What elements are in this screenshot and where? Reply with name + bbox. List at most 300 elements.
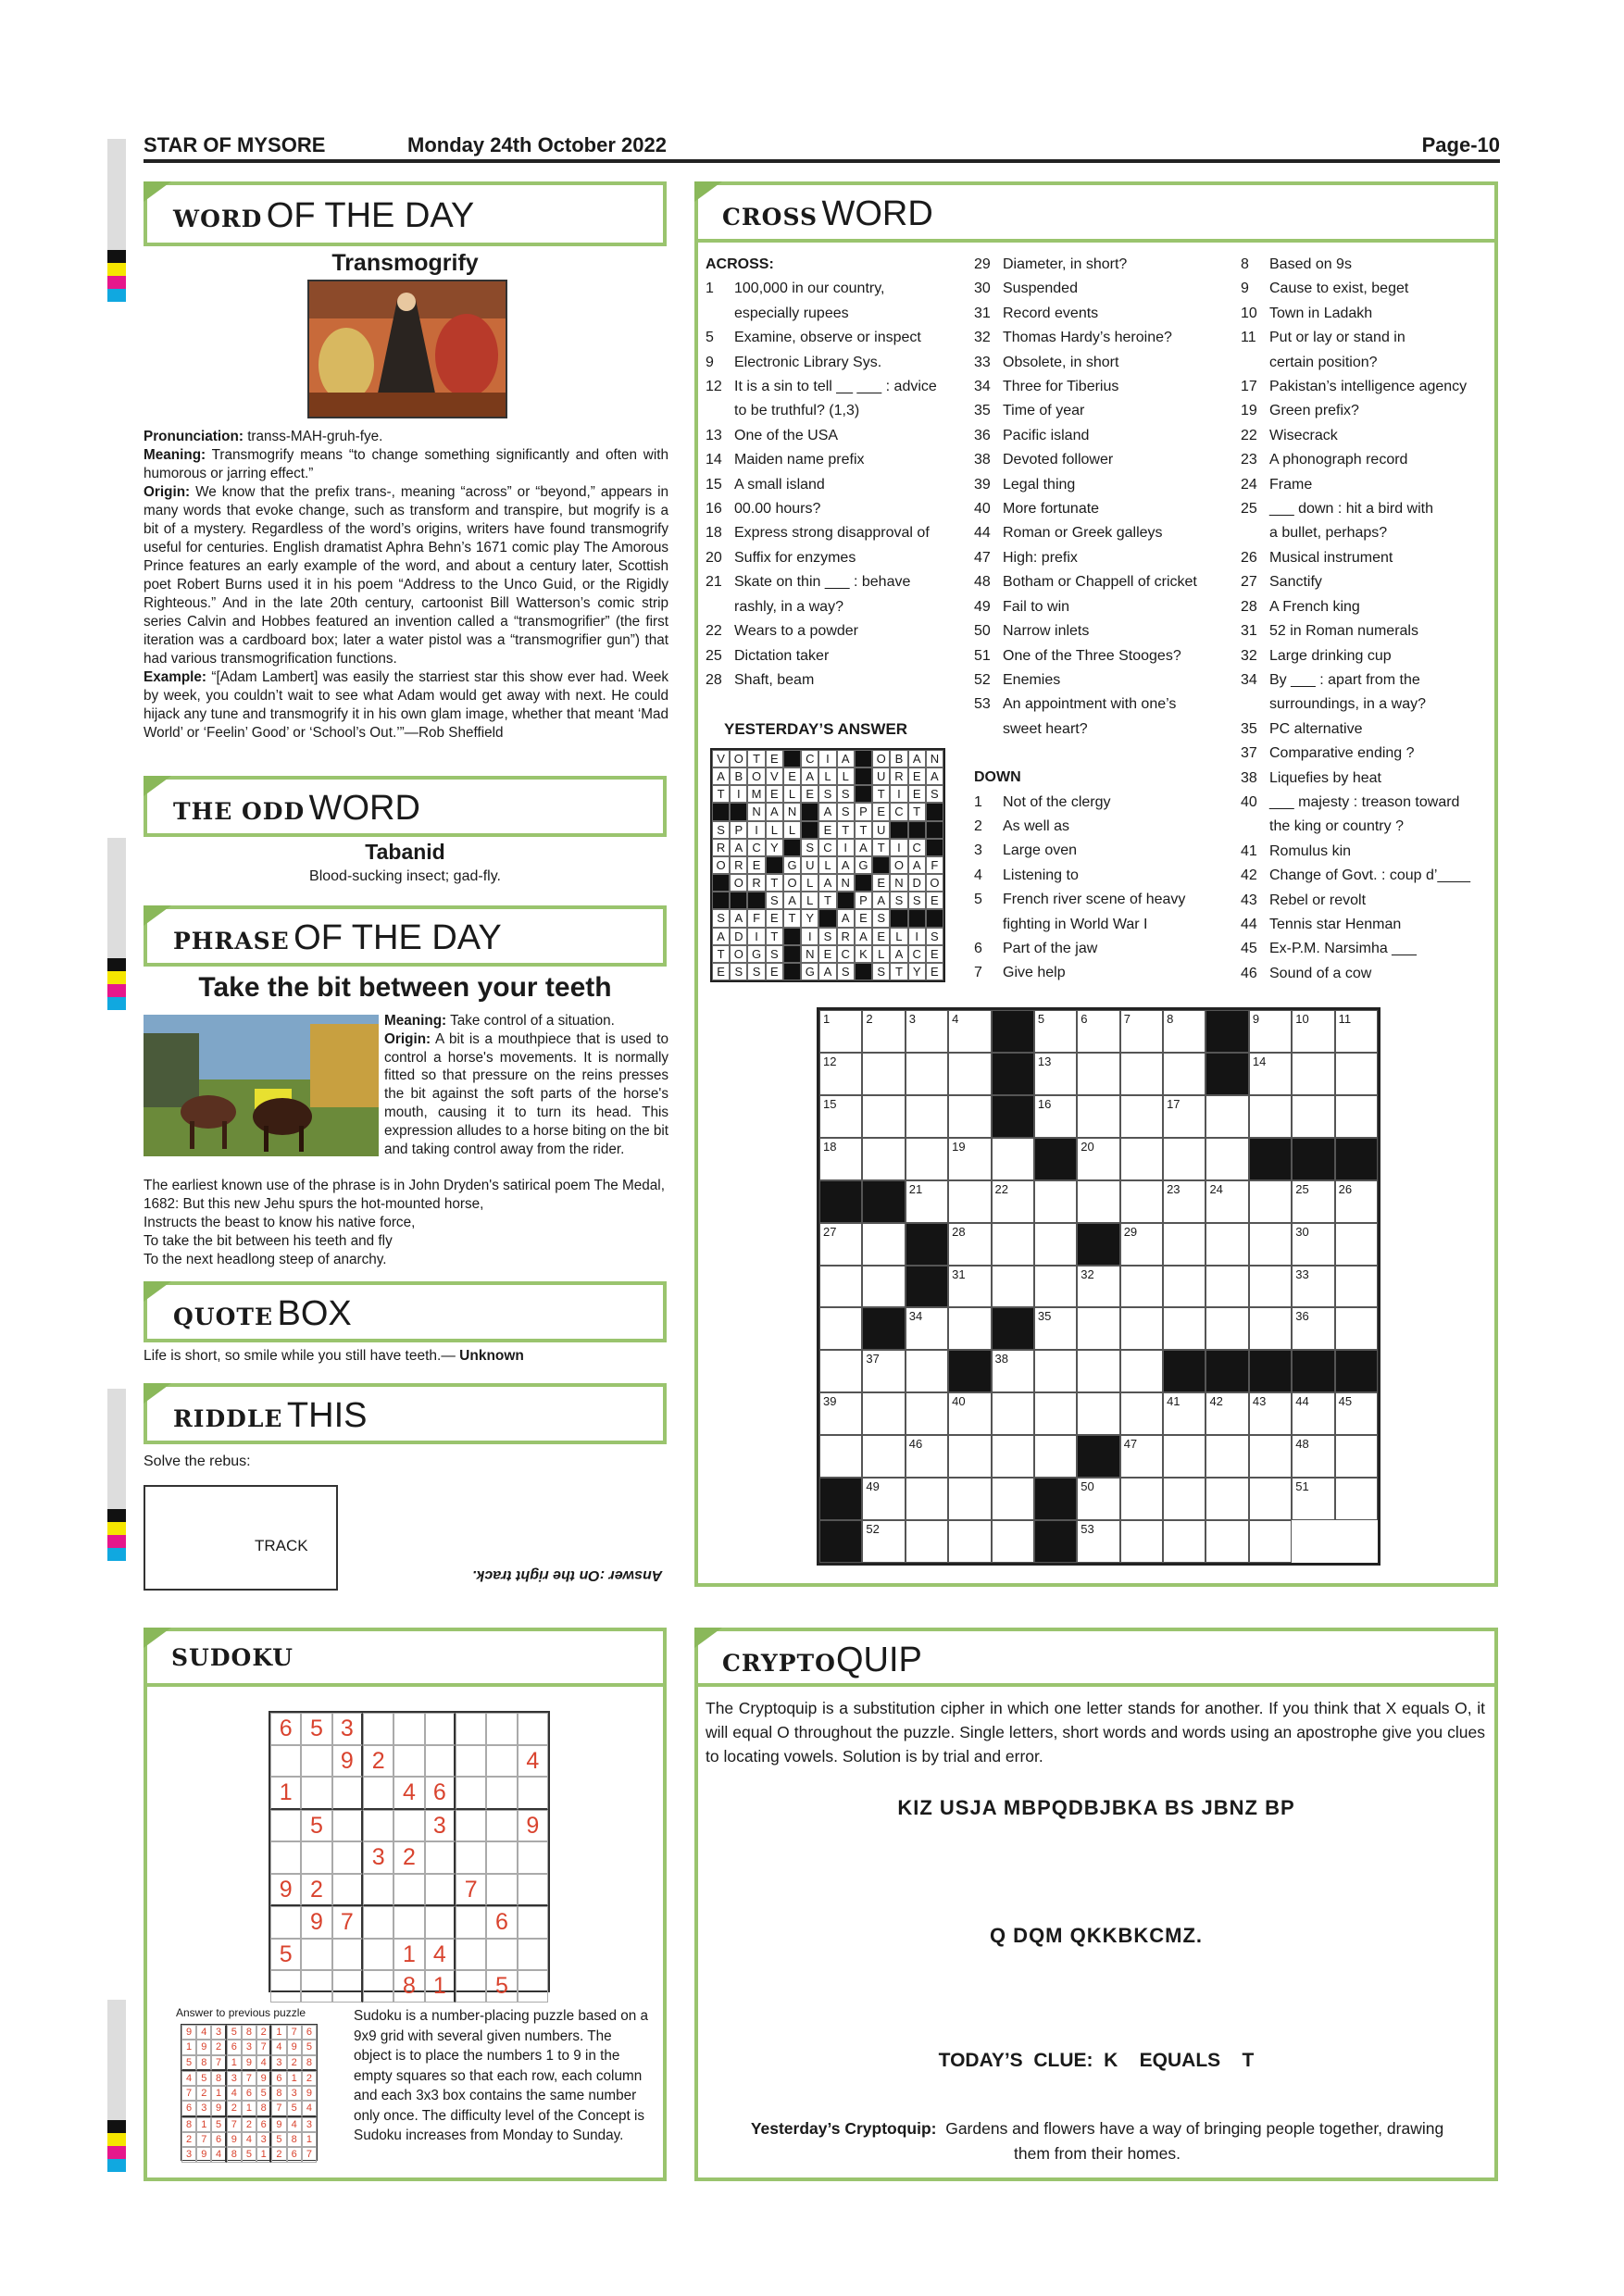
crossword-cell[interactable]	[992, 1478, 1034, 1520]
answer-letter: E	[855, 909, 872, 927]
crossword-cell[interactable]	[992, 1435, 1034, 1478]
sudoku-cell[interactable]	[486, 1745, 517, 1778]
sudoku-cell[interactable]	[425, 1841, 456, 1874]
crossword-cell[interactable]	[1335, 1053, 1378, 1095]
crossword-cell[interactable]	[1034, 1180, 1077, 1223]
crossword-cell[interactable]	[1034, 1095, 1077, 1138]
crossword-cell[interactable]	[1292, 1010, 1334, 1053]
crossword-cell[interactable]	[1249, 1435, 1292, 1478]
sudoku-cell[interactable]	[518, 1874, 548, 1907]
crossword-cell[interactable]	[1206, 1138, 1248, 1180]
sudoku-cell: 2	[256, 2025, 271, 2040]
answer-letter: A	[837, 750, 855, 767]
crossword-cell[interactable]	[1120, 1307, 1163, 1350]
clue-text: Romulus kin	[1269, 842, 1352, 859]
sudoku-cell[interactable]	[425, 1874, 456, 1907]
sudoku-cell[interactable]	[394, 1713, 424, 1745]
sudoku-cell: 8	[196, 2055, 211, 2071]
sudoku-cell[interactable]	[394, 1810, 424, 1842]
sudoku-cell[interactable]	[332, 1939, 363, 1971]
crossword-cell[interactable]	[1120, 1138, 1163, 1180]
clue-text: Devoted follower	[1003, 452, 1114, 468]
sudoku-cell[interactable]	[486, 1777, 517, 1810]
clue-number	[1241, 693, 1269, 717]
sudoku-cell[interactable]	[363, 1874, 394, 1907]
crossword-cell[interactable]	[1163, 1223, 1206, 1266]
sudoku-cell[interactable]	[363, 1939, 394, 1971]
answer-letter: C	[818, 839, 836, 856]
crossword-cell[interactable]	[1206, 1266, 1248, 1308]
crossword-cell[interactable]	[819, 1307, 862, 1350]
sudoku-cell: 6	[256, 2117, 271, 2132]
clue	[974, 473, 1222, 497]
cell-number: 7	[1123, 1012, 1131, 1026]
crossword-cell[interactable]	[1206, 1307, 1248, 1350]
crossword-cell[interactable]	[1077, 1095, 1119, 1138]
crossword-cell[interactable]	[1249, 1478, 1292, 1520]
crossword-cell[interactable]	[1206, 1180, 1248, 1223]
crossword-cell[interactable]	[1335, 1478, 1378, 1520]
sudoku-cell[interactable]	[486, 1939, 517, 1971]
sudoku-cell[interactable]	[394, 1874, 424, 1907]
answer-letter: O	[890, 856, 907, 874]
sudoku-cell: 2	[181, 2132, 196, 2147]
clue-number: 5	[706, 330, 714, 346]
rebus-word: TRACK	[255, 1537, 308, 1554]
crossword-cell[interactable]	[1120, 1223, 1163, 1266]
crossword-cell[interactable]	[1163, 1435, 1206, 1478]
sudoku-cell: 9	[242, 2055, 256, 2071]
crossword-cell[interactable]	[1077, 1266, 1119, 1308]
sudoku-cell[interactable]	[363, 1906, 394, 1939]
crossword-cell[interactable]	[1335, 1180, 1378, 1223]
answer-letter: B	[730, 767, 747, 785]
sudoku-cell[interactable]	[270, 1906, 301, 1939]
yesterday-answer-label: YESTERDAY’S ANSWER	[724, 720, 908, 738]
sudoku-cell: 1	[302, 2132, 317, 2147]
crossword-cell[interactable]	[862, 1223, 905, 1266]
crossword-cell[interactable]	[862, 1095, 905, 1138]
crossword-cell[interactable]	[1034, 1392, 1077, 1435]
answer-letter: I	[890, 785, 907, 803]
crossword-cell[interactable]	[948, 1138, 991, 1180]
black-square	[992, 1010, 1034, 1053]
sudoku-cell[interactable]	[301, 1939, 331, 1971]
sudoku-cell[interactable]	[456, 1906, 486, 1939]
clue-number: 48	[974, 574, 991, 591]
crossword-cell[interactable]	[819, 1435, 862, 1478]
crossword-cell[interactable]	[819, 1138, 862, 1180]
crossword-cell[interactable]	[1163, 1478, 1206, 1520]
clue-text: Ex-P.M. Narsimha ___	[1269, 941, 1417, 957]
crossword-cell[interactable]	[862, 1138, 905, 1180]
crossword-cell[interactable]	[1292, 1095, 1334, 1138]
crossword-cell[interactable]	[862, 1520, 905, 1563]
crossword-cell[interactable]	[906, 1435, 948, 1478]
crossword-cell[interactable]	[1206, 1095, 1248, 1138]
crossword-cell[interactable]	[948, 1095, 991, 1138]
crossword-cell[interactable]	[1249, 1307, 1292, 1350]
answer-letter: I	[818, 750, 836, 767]
crossword-grid[interactable]	[817, 1007, 1380, 1566]
crossword-cell[interactable]	[1077, 1010, 1119, 1053]
cell-number: 48	[1295, 1437, 1309, 1452]
crossword-cell[interactable]	[862, 1392, 905, 1435]
crossword-cell[interactable]	[992, 1520, 1034, 1563]
black-square	[948, 1350, 991, 1392]
sudoku-cell[interactable]	[363, 1970, 394, 2003]
clue	[1241, 767, 1491, 791]
crossword-cell[interactable]	[819, 1350, 862, 1392]
answer-letter: P	[855, 803, 872, 820]
crossword-cell[interactable]	[992, 1392, 1034, 1435]
sudoku-cell[interactable]	[456, 1777, 486, 1810]
crossword-cell[interactable]	[1077, 1392, 1119, 1435]
clue	[974, 326, 1222, 350]
crossword-cell[interactable]	[1206, 1392, 1248, 1435]
clue-number: 38	[1241, 769, 1257, 786]
clue	[1241, 448, 1491, 472]
phrase-history	[144, 1177, 668, 1269]
sudoku-cell: 7	[211, 2055, 226, 2071]
sudoku-cell[interactable]	[270, 1745, 301, 1778]
crossword-cell[interactable]	[1120, 1350, 1163, 1392]
crossword-cell[interactable]	[862, 1266, 905, 1308]
crossword-cell[interactable]	[1163, 1010, 1206, 1053]
clue-text: Maiden name prefix	[734, 452, 865, 468]
crossword-cell[interactable]	[862, 1478, 905, 1520]
crossword-cell[interactable]	[1249, 1266, 1292, 1308]
crossword-cell[interactable]	[1120, 1520, 1163, 1563]
answer-letter: I	[890, 839, 907, 856]
sudoku-cell[interactable]	[301, 1777, 331, 1810]
sudoku-cell: 7	[271, 2101, 286, 2116]
crossword-cell[interactable]	[992, 1180, 1034, 1223]
crossword-cell[interactable]	[906, 1180, 948, 1223]
crossword-cell[interactable]	[906, 1350, 948, 1392]
crossword-cell[interactable]	[1077, 1478, 1119, 1520]
crossword-cell[interactable]	[906, 1392, 948, 1435]
black-square	[819, 1180, 862, 1223]
clue-text: Time of year	[1003, 403, 1085, 419]
black-square	[890, 821, 907, 839]
clue-text: Give help	[1003, 965, 1066, 981]
crossword-cell[interactable]	[1249, 1520, 1292, 1563]
sudoku-cell[interactable]	[456, 1713, 486, 1745]
sudoku-cell[interactable]	[332, 1777, 363, 1810]
sudoku-cell[interactable]	[456, 1841, 486, 1874]
clue-text: Musical instrument	[1269, 549, 1393, 566]
sudoku-cell: 7	[196, 2132, 211, 2147]
clue	[1241, 277, 1491, 301]
crossword-cell[interactable]	[819, 1010, 862, 1053]
black-square	[992, 1053, 1034, 1095]
crossword-cell[interactable]	[1292, 1266, 1334, 1308]
crossword-cell[interactable]	[819, 1095, 862, 1138]
crossword-cell[interactable]	[948, 1307, 991, 1350]
sudoku-cell[interactable]	[332, 1810, 363, 1842]
label: Pronunciation:	[144, 429, 244, 444]
sudoku-cell: 1	[425, 1970, 456, 2003]
sudoku-cell: 2	[211, 2040, 226, 2054]
crossword-cell[interactable]	[1077, 1307, 1119, 1350]
crossword-cell[interactable]	[948, 1266, 991, 1308]
color-registration-mark	[107, 250, 126, 302]
crossword-cell[interactable]	[1034, 1350, 1077, 1392]
clue	[974, 277, 1222, 301]
poem-line: To take the bit between his teeth and fly	[144, 1233, 393, 1249]
cell-number: 31	[952, 1267, 966, 1281]
sudoku-cell[interactable]	[518, 1713, 548, 1745]
cell-number: 23	[1167, 1181, 1181, 1196]
clue-number: 43	[1241, 892, 1257, 908]
crossword-cell[interactable]	[992, 1266, 1034, 1308]
crossword-cell[interactable]	[1120, 1180, 1163, 1223]
answer-letter: A	[855, 928, 872, 945]
sudoku-cell[interactable]	[332, 1841, 363, 1874]
crossword-cell[interactable]	[1077, 1180, 1119, 1223]
clue-text: Dictation taker	[734, 647, 830, 664]
crossword-cell[interactable]	[1077, 1138, 1119, 1180]
crossword-cell[interactable]	[1335, 1095, 1378, 1138]
sudoku-cell: 9	[301, 1906, 331, 1939]
crossword-cell[interactable]	[1120, 1392, 1163, 1435]
crossword-cell[interactable]	[1249, 1053, 1292, 1095]
crossword-cell[interactable]	[1163, 1392, 1206, 1435]
crossword-cell[interactable]	[906, 1010, 948, 1053]
answer-letter: A	[890, 945, 907, 963]
crossword-cell[interactable]	[819, 1266, 862, 1308]
black-square	[1249, 1350, 1292, 1392]
sudoku-cell[interactable]	[518, 1939, 548, 1971]
sudoku-cell[interactable]	[456, 1810, 486, 1842]
crossword-cell[interactable]	[1206, 1520, 1248, 1563]
clue-number: 33	[974, 354, 991, 370]
answer-letter: S	[801, 839, 818, 856]
crossword-cell[interactable]	[1163, 1180, 1206, 1223]
clue-text: Shaft, beam	[734, 671, 815, 688]
crossword-cell[interactable]	[992, 1223, 1034, 1266]
sudoku-cell[interactable]	[486, 1874, 517, 1907]
header-label: RIDDLE	[173, 1405, 283, 1432]
sudoku-cell[interactable]	[363, 1777, 394, 1810]
clue-text: More fortunate	[1003, 501, 1100, 518]
sudoku-cell[interactable]	[518, 1906, 548, 1939]
black-square	[1034, 1478, 1077, 1520]
sudoku-cell[interactable]	[486, 1810, 517, 1842]
crossword-cell[interactable]	[1034, 1435, 1077, 1478]
crossword-cell[interactable]	[1335, 1010, 1378, 1053]
clue-number: 28	[706, 671, 722, 688]
answer-letter: T	[712, 945, 730, 963]
crossword-cell[interactable]	[1249, 1095, 1292, 1138]
crossword-cell[interactable]	[862, 1053, 905, 1095]
crossword-cell[interactable]	[1120, 1478, 1163, 1520]
crossword-cell[interactable]	[1163, 1053, 1206, 1095]
crossword-cell[interactable]	[1077, 1350, 1119, 1392]
crossword-cell[interactable]	[1163, 1520, 1206, 1563]
answer-letter: L	[837, 767, 855, 785]
sudoku-cell: 2	[363, 1745, 394, 1778]
sudoku-cell[interactable]	[425, 1713, 456, 1745]
sudoku-cell[interactable]	[425, 1906, 456, 1939]
crossword-cell[interactable]	[906, 1138, 948, 1180]
crossword-cell[interactable]	[948, 1180, 991, 1223]
crossword-cell[interactable]	[1335, 1266, 1378, 1308]
crossword-cell[interactable]	[1335, 1392, 1378, 1435]
crossword-cell[interactable]	[1077, 1520, 1119, 1563]
crossword-cell[interactable]	[948, 1478, 991, 1520]
crossword-cell[interactable]	[1206, 1478, 1248, 1520]
crossword-cell[interactable]	[1206, 1223, 1248, 1266]
clue-text: ___ majesty : treason toward	[1269, 793, 1460, 810]
pronunciation: transs-MAH-gruh-fye.	[247, 429, 383, 444]
sudoku-cell[interactable]	[270, 1841, 301, 1874]
sudoku-cell[interactable]	[332, 1970, 363, 2003]
sudoku-cell[interactable]	[518, 1841, 548, 1874]
sudoku-cell[interactable]	[518, 1777, 548, 1810]
crossword-cell[interactable]	[1292, 1478, 1334, 1520]
header-label: SUDOKU	[171, 1644, 294, 1671]
crossword-cell[interactable]	[906, 1520, 948, 1563]
crossword-cell[interactable]	[1249, 1392, 1292, 1435]
sudoku-cell[interactable]	[270, 1970, 301, 2003]
crossword-cell[interactable]	[948, 1520, 991, 1563]
sudoku-cell[interactable]	[363, 1810, 394, 1842]
crossword-cell[interactable]	[1249, 1223, 1292, 1266]
clue	[706, 570, 954, 594]
answer-letter: T	[872, 785, 890, 803]
answer-letter: E	[926, 945, 943, 963]
crossword-cell[interactable]	[1249, 1010, 1292, 1053]
clue-number: 2	[974, 817, 982, 834]
crossword-cell[interactable]	[1077, 1053, 1119, 1095]
crossword-cell[interactable]	[862, 1010, 905, 1053]
sudoku-cell[interactable]	[332, 1874, 363, 1907]
crossword-cell[interactable]	[992, 1350, 1034, 1392]
crossword-cell[interactable]	[1206, 1435, 1248, 1478]
sudoku-cell: 5	[227, 2025, 242, 2040]
sudoku-cell: 3	[332, 1713, 363, 1745]
crossword-cell[interactable]	[862, 1350, 905, 1392]
clue-number: 11	[1241, 330, 1256, 346]
sudoku-cell[interactable]	[456, 1939, 486, 1971]
clue-number	[706, 595, 734, 619]
crossword-cell[interactable]	[1120, 1266, 1163, 1308]
crossword-cell[interactable]	[1034, 1010, 1077, 1053]
crossword-cell[interactable]	[819, 1053, 862, 1095]
crossword-cell[interactable]	[1292, 1053, 1334, 1095]
crossword-cell[interactable]	[906, 1307, 948, 1350]
crossword-cell[interactable]	[906, 1053, 948, 1095]
clue-number: 22	[706, 623, 722, 640]
crossword-cell[interactable]	[819, 1223, 862, 1266]
crossword-cell[interactable]	[1120, 1053, 1163, 1095]
cell-number: 3	[908, 1012, 916, 1026]
sudoku-cell[interactable]	[486, 1713, 517, 1745]
crossword-cell[interactable]	[906, 1478, 948, 1520]
answer-letter: G	[747, 945, 765, 963]
crossword-cell[interactable]	[1292, 1180, 1334, 1223]
sudoku-cell: 6	[270, 1713, 301, 1745]
answer-letter: A	[855, 839, 872, 856]
answer-letter: R	[712, 839, 730, 856]
crossword-cell[interactable]	[1034, 1053, 1077, 1095]
clue-text: Botham or Chappell of cricket	[1003, 574, 1197, 591]
crossword-cell[interactable]	[1163, 1095, 1206, 1138]
sudoku-cell[interactable]	[301, 1745, 331, 1778]
sudoku-grid[interactable]	[269, 1711, 550, 1999]
crossword-cell[interactable]	[1163, 1266, 1206, 1308]
crossword-cell[interactable]	[1120, 1435, 1163, 1478]
crossword-cell[interactable]	[1034, 1223, 1077, 1266]
answer-letter: G	[855, 856, 872, 874]
crossword-cell[interactable]	[1292, 1223, 1334, 1266]
sudoku-cell[interactable]	[394, 1745, 424, 1778]
crossword-cell[interactable]	[1163, 1138, 1206, 1180]
sudoku-cell[interactable]	[486, 1841, 517, 1874]
crossword-cell[interactable]	[1120, 1010, 1163, 1053]
clue	[706, 424, 954, 448]
crossword-cell[interactable]	[1249, 1180, 1292, 1223]
sudoku-cell[interactable]	[363, 1713, 394, 1745]
sudoku-cell[interactable]	[301, 1841, 331, 1874]
crossword-cell[interactable]	[1292, 1392, 1334, 1435]
clue-number: 40	[1241, 793, 1257, 810]
crossword-cell[interactable]	[948, 1223, 991, 1266]
crossword-cell[interactable]	[948, 1435, 991, 1478]
crossword-cell[interactable]	[1292, 1435, 1334, 1478]
crossword-cell[interactable]	[1034, 1266, 1077, 1308]
sudoku-cell[interactable]	[301, 1970, 331, 2003]
crossword-cell[interactable]	[992, 1138, 1034, 1180]
clue-number: 35	[1241, 720, 1257, 737]
clue	[706, 497, 954, 521]
crossword-cell[interactable]	[1120, 1095, 1163, 1138]
sudoku-cell[interactable]	[270, 1810, 301, 1842]
crossword-cell[interactable]	[906, 1095, 948, 1138]
crossword-cell[interactable]	[1163, 1307, 1206, 1350]
clue-text: a bullet, perhaps?	[1269, 525, 1388, 542]
clue	[974, 375, 1222, 399]
sudoku-cell: 5	[270, 1939, 301, 1971]
crossword-cell[interactable]	[948, 1010, 991, 1053]
answer-letter: E	[783, 767, 801, 785]
crossword-cell[interactable]	[1335, 1435, 1378, 1478]
answer-letter: I	[801, 928, 818, 945]
sudoku-cell: 9	[270, 1874, 301, 1907]
answer-letter: T	[872, 839, 890, 856]
sudoku-cell: 7	[227, 2117, 242, 2132]
sudoku-cell[interactable]	[394, 1906, 424, 1939]
crossword-cell[interactable]	[948, 1053, 991, 1095]
answer-letter: O	[730, 945, 747, 963]
sudoku-cell[interactable]	[518, 1970, 548, 2003]
sudoku-cell[interactable]	[456, 1745, 486, 1778]
crossword-cell[interactable]	[948, 1392, 991, 1435]
answer-letter: P	[855, 892, 872, 909]
sudoku-cell[interactable]	[456, 1970, 486, 2003]
crossword-cell[interactable]	[819, 1392, 862, 1435]
crossword-cell[interactable]	[862, 1435, 905, 1478]
sudoku-cell[interactable]	[425, 1745, 456, 1778]
answer-letter: L	[872, 945, 890, 963]
crossword-cell[interactable]	[1292, 1307, 1334, 1350]
crossword-cell[interactable]	[1034, 1307, 1077, 1350]
crossword-cell[interactable]	[1335, 1223, 1378, 1266]
clue-number: 34	[974, 379, 991, 395]
crossword-cell[interactable]	[1335, 1307, 1378, 1350]
